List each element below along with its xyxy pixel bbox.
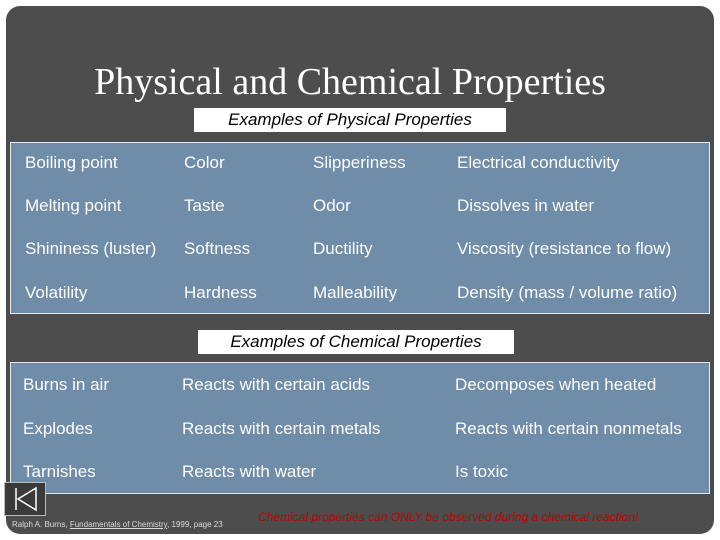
table-cell: Explodes (23, 419, 93, 438)
table-cell: Malleability (313, 283, 398, 302)
table-cell: Tarnishes (23, 462, 96, 481)
citation-details: , 1999, page 23 (167, 520, 223, 529)
table-cell: Dissolves in water (457, 196, 594, 215)
table-cell: Reacts with certain acids (182, 375, 371, 394)
chemical-properties-heading: Examples of Chemical Properties (198, 330, 514, 354)
table-cell: Reacts with water (182, 462, 317, 481)
table-cell: Decomposes when heated (455, 375, 657, 394)
first-slide-icon (5, 483, 45, 515)
citation-author: Ralph A. Burns, (12, 520, 68, 529)
table-cell: Burns in air (23, 375, 109, 394)
table-cell: Hardness (184, 283, 257, 302)
table-cell: Reacts with certain nonmetals (455, 419, 682, 438)
table-cell: Softness (184, 239, 251, 258)
physical-properties-heading: Examples of Physical Properties (194, 108, 506, 132)
table-cell: Boiling point (25, 153, 118, 172)
source-citation (12, 520, 223, 529)
table-cell: Viscosity (resistance to flow) (457, 239, 672, 258)
chemical-properties-table (10, 362, 710, 494)
table-cell: Volatility (25, 283, 88, 302)
table-cell: Odor (313, 196, 351, 215)
table-cell: Ductility (313, 239, 373, 258)
physical-properties-table (10, 142, 710, 314)
table-cell: Electrical conductivity (457, 153, 620, 172)
table-cell: Melting point (25, 196, 122, 215)
citation-book: Fundamentals of Chemistry (69, 520, 168, 529)
table-cell: Taste (184, 196, 225, 215)
table-cell: Reacts with certain metals (182, 419, 381, 438)
table-cell: Density (mass / volume ratio) (457, 283, 678, 302)
slide-title: Physical and Chemical Properties (94, 61, 606, 103)
table-cell: Color (184, 153, 225, 172)
table-cell: Slipperiness (313, 153, 406, 172)
table-cell: Shininess (luster) (25, 239, 157, 258)
first-slide-button[interactable] (4, 482, 46, 516)
table-cell: Is toxic (455, 462, 508, 481)
chemical-reaction-note: Chemical properties can ONLY be observed during a chemical reaction! (258, 510, 639, 524)
